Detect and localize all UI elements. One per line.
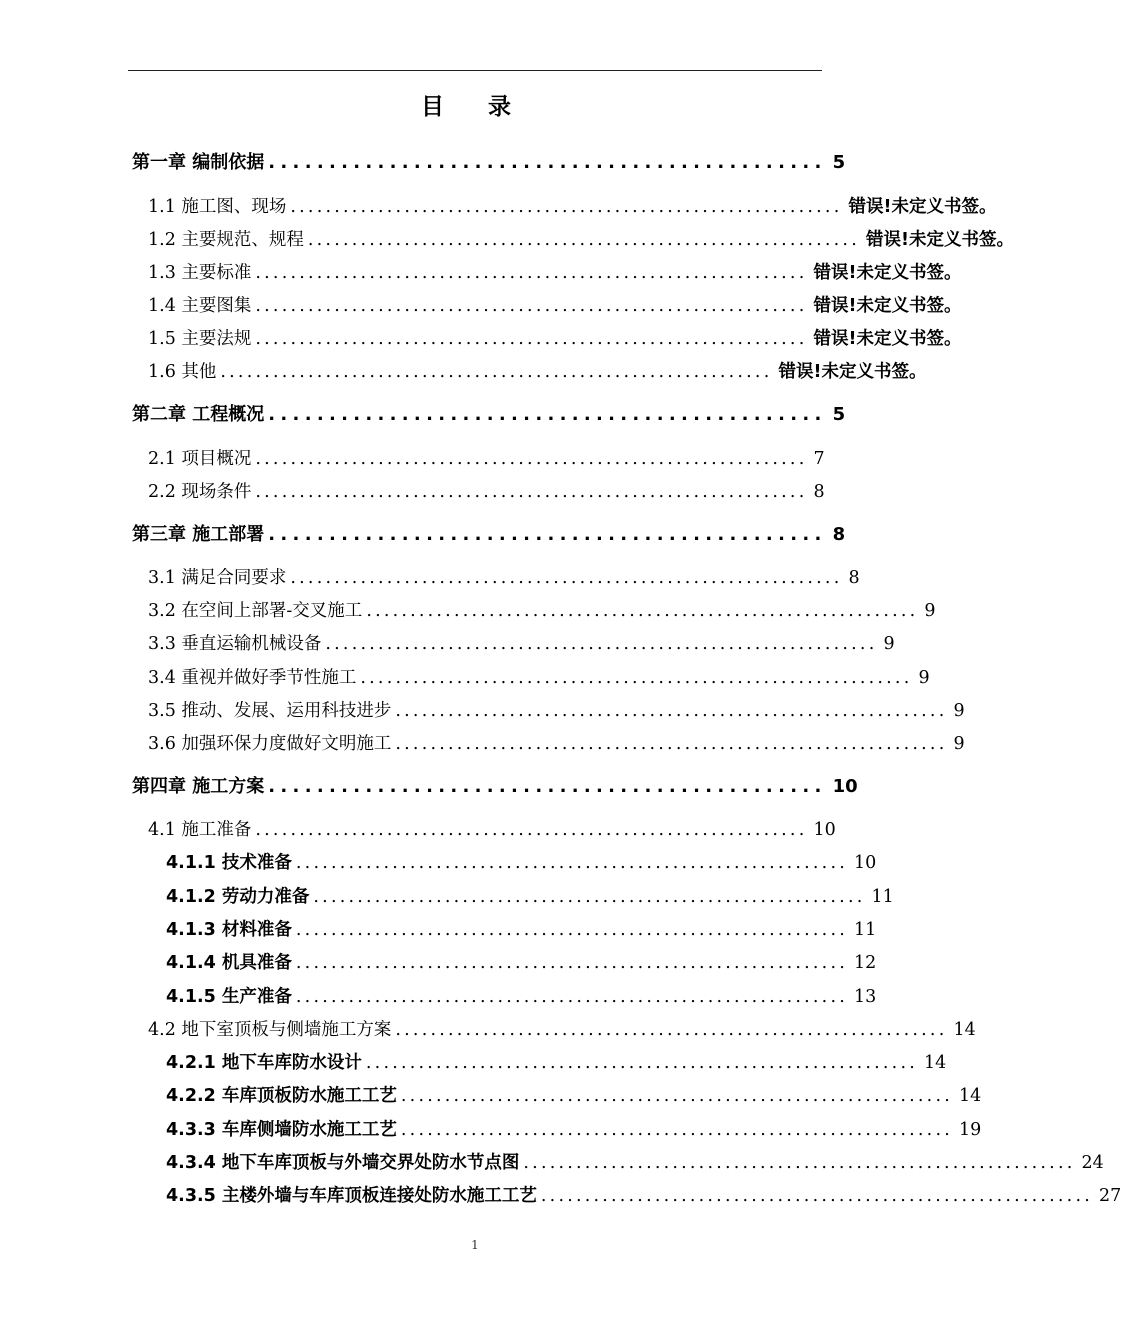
toc-entry[interactable] — [148, 479, 825, 505]
toc-leader: ............................................................... — [295, 953, 848, 973]
toc-entry-label: 4.3.3 车库侧墙防水施工工艺 — [166, 1120, 397, 1140]
toc-leader: ............................................................... — [523, 1153, 1076, 1173]
toc-entry-page: 9 — [883, 634, 895, 654]
toc-entry[interactable] — [148, 698, 965, 724]
toc-leader: ............................................................... — [290, 197, 843, 217]
toc-entry[interactable] — [148, 194, 997, 220]
toc-entry[interactable] — [148, 731, 965, 757]
toc-entry-page: 12 — [853, 953, 877, 973]
toc-entry-label: 4.1.5 生产准备 — [166, 987, 292, 1007]
toc-entry[interactable] — [148, 293, 962, 319]
toc-entry[interactable] — [166, 917, 877, 943]
toc-entry-page: 14 — [953, 1020, 976, 1040]
toc-entry-label: 1.1 施工图、现场 — [148, 197, 287, 217]
toc-entry-page: 8 — [848, 568, 860, 588]
toc-leader: ............................................................... — [360, 668, 913, 688]
toc-entry-page: 10 — [813, 820, 836, 840]
toc-entry-label: 4.3.4 地下车库顶板与外墙交界处防水节点图 — [166, 1153, 520, 1173]
toc-entry[interactable] — [132, 774, 858, 800]
toc-entry-label: 第二章 工程概况 — [132, 404, 265, 425]
toc-entry-page: 错误!未定义书签。 — [813, 329, 962, 349]
toc-entry-label: 第四章 施工方案 — [132, 776, 265, 797]
toc-leader: .............................................. — [268, 152, 827, 173]
toc-leader: ............................................................... — [307, 230, 860, 250]
toc-leader: ............................................................... — [295, 920, 848, 940]
toc-entry-label: 3.1 满足合同要求 — [148, 568, 287, 588]
toc-entry[interactable] — [148, 565, 860, 591]
toc-entry-page: 9 — [924, 601, 936, 621]
toc-entry-label: 1.3 主要标准 — [148, 263, 252, 283]
toc-leader: ............................................................... — [255, 329, 808, 349]
toc-entry-label: 1.4 主要图集 — [148, 296, 252, 316]
toc-entry[interactable] — [148, 631, 895, 657]
toc-leader: ............................................................... — [400, 1120, 953, 1140]
toc-leader: ............................................................... — [255, 449, 808, 469]
toc-entry-label: 1.5 主要法规 — [148, 329, 252, 349]
toc-leader: ............................................................... — [395, 1020, 948, 1040]
toc-entry-label: 3.5 推动、发展、运用科技进步 — [148, 701, 392, 721]
toc-title: 目 录 — [420, 94, 529, 120]
toc-entry[interactable] — [148, 446, 825, 472]
toc-entry-page: 24 — [1081, 1153, 1104, 1173]
toc-entry-label: 1.2 主要规范、规程 — [148, 230, 304, 250]
toc-leader: ............................................................... — [313, 887, 866, 907]
toc-entry-label: 4.1.3 材料准备 — [166, 920, 292, 940]
toc-entry-page: 14 — [923, 1053, 947, 1073]
toc-entry-page: 27 — [1098, 1186, 1121, 1206]
toc-entry-label: 2.2 现场条件 — [148, 482, 252, 502]
toc-entry-page: 错误!未定义书签。 — [813, 296, 962, 316]
toc-entry-page: 19 — [958, 1120, 982, 1140]
toc-leader: ............................................................... — [395, 734, 948, 754]
toc-entry-page: 错误!未定义书签。 — [848, 197, 997, 217]
toc-entry[interactable] — [166, 1117, 982, 1143]
toc-entry-page: 13 — [853, 987, 877, 1007]
toc-entry-label: 4.1 施工准备 — [148, 820, 252, 840]
toc-entry[interactable] — [148, 326, 962, 352]
toc-entry[interactable] — [148, 260, 962, 286]
toc-entry-label: 3.2 在空间上部署-交叉施工 — [148, 601, 363, 621]
toc-entry[interactable] — [148, 817, 836, 843]
toc-entry[interactable] — [166, 1083, 982, 1109]
toc-leader: ............................................................... — [540, 1186, 1093, 1206]
toc-entry[interactable] — [148, 359, 927, 385]
toc-entry-label: 第一章 编制依据 — [132, 152, 265, 173]
toc-leader: ............................................................... — [400, 1086, 953, 1106]
toc-entry[interactable] — [166, 850, 877, 876]
toc-entry-page: 9 — [953, 701, 965, 721]
toc-leader: ............................................................... — [290, 568, 843, 588]
toc-entry-page: 5 — [832, 152, 846, 173]
toc-leader: ............................................................... — [365, 1053, 918, 1073]
toc-entry-label: 4.2.1 地下车库防水设计 — [166, 1053, 362, 1073]
toc-entry[interactable] — [148, 598, 936, 624]
toc-entry-page: 11 — [853, 920, 877, 940]
toc-entry-label: 3.4 重视并做好季节性施工 — [148, 668, 357, 688]
toc-leader: .............................................. — [268, 404, 827, 425]
toc-leader: ............................................................... — [255, 482, 808, 502]
toc-entry-page: 7 — [813, 449, 825, 469]
toc-entry-page: 10 — [853, 853, 877, 873]
toc-entry-page: 8 — [813, 482, 825, 502]
toc-leader: ............................................................... — [255, 263, 808, 283]
toc-entry[interactable] — [148, 1017, 976, 1043]
toc-leader: .............................................. — [268, 524, 827, 545]
toc-entry-label: 1.6 其他 — [148, 362, 217, 382]
toc-entry-page: 9 — [918, 668, 930, 688]
toc-entry-label: 4.1.1 技术准备 — [166, 853, 292, 873]
page-number: 1 — [471, 1238, 479, 1252]
toc-leader: ............................................................... — [366, 601, 919, 621]
toc-entry-page: 5 — [832, 404, 846, 425]
toc-entry[interactable] — [132, 402, 846, 428]
toc-entry-label: 4.3.5 主楼外墙与车库顶板连接处防水施工工艺 — [166, 1186, 537, 1206]
toc-entry[interactable] — [148, 665, 930, 691]
toc-leader: ............................................................... — [395, 701, 948, 721]
toc-entry-label: 4.1.4 机具准备 — [166, 953, 292, 973]
toc-leader: ............................................................... — [220, 362, 773, 382]
toc-entry[interactable] — [148, 227, 1014, 253]
toc-leader: ............................................................... — [295, 987, 848, 1007]
toc-entry-label: 4.1.2 劳动力准备 — [166, 887, 310, 907]
toc-entry-page: 8 — [832, 524, 846, 545]
toc-entry-page: 14 — [958, 1086, 982, 1106]
toc-entry-label: 3.6 加强环保力度做好文明施工 — [148, 734, 392, 754]
toc-entry[interactable] — [166, 1150, 1104, 1176]
toc-entry-page: 错误!未定义书签。 — [813, 263, 962, 283]
toc-entry[interactable] — [166, 950, 877, 976]
toc-entry[interactable] — [166, 884, 894, 910]
toc-leader: .............................................. — [268, 776, 827, 797]
toc-entry-label: 4.2 地下室顶板与侧墙施工方案 — [148, 1020, 392, 1040]
toc-entry[interactable] — [166, 1050, 947, 1076]
toc-entry[interactable] — [132, 522, 846, 548]
toc-entry-label: 4.2.2 车库顶板防水施工工艺 — [166, 1086, 397, 1106]
toc-entry[interactable] — [132, 150, 846, 176]
toc-entry-label: 2.1 项目概况 — [148, 449, 252, 469]
toc-entry-page: 9 — [953, 734, 965, 754]
toc-entry-page: 10 — [832, 776, 858, 797]
toc-entry[interactable] — [166, 984, 877, 1010]
toc-entry[interactable] — [166, 1183, 1121, 1209]
toc-leader: ............................................................... — [255, 820, 808, 840]
toc-leader: ............................................................... — [325, 634, 878, 654]
toc-entry-label: 第三章 施工部署 — [132, 524, 265, 545]
toc-leader: ............................................................... — [255, 296, 808, 316]
toc-entry-label: 3.3 垂直运输机械设备 — [148, 634, 322, 654]
toc-leader: ............................................................... — [295, 853, 848, 873]
toc-entry-page: 11 — [871, 887, 894, 907]
toc-entry-page: 错误!未定义书签。 — [865, 230, 1014, 250]
toc-entry-page: 错误!未定义书签。 — [778, 362, 927, 382]
